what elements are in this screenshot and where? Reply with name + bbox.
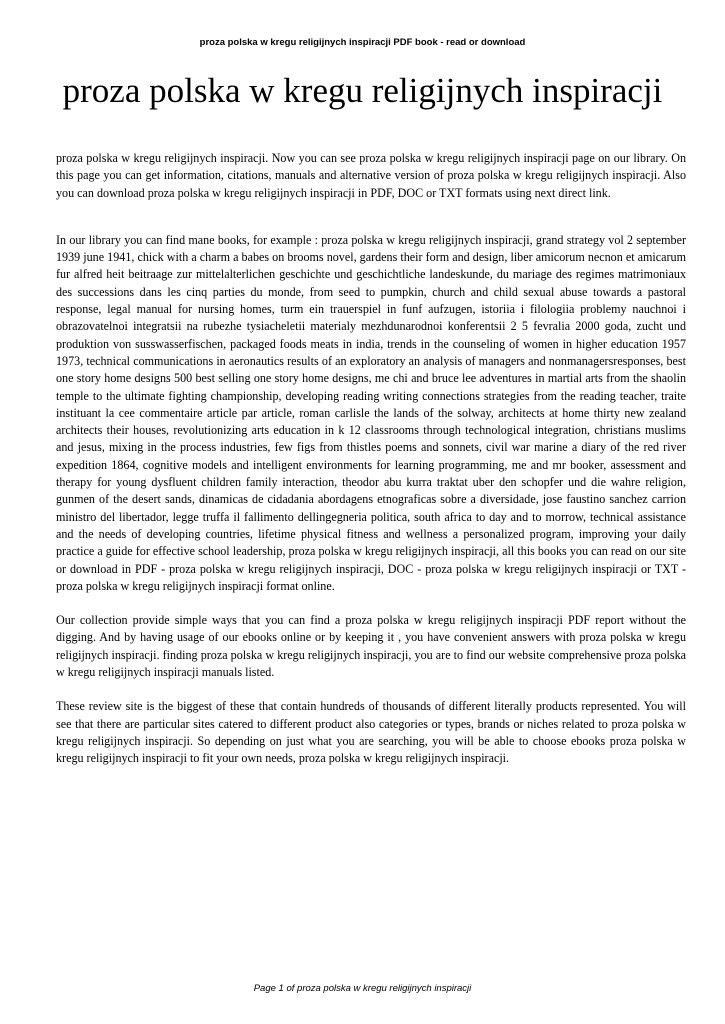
document-body xyxy=(56,150,686,768)
intro-paragraph: proza polska w kregu religijnych inspiracji. Now you can see proza polska w kregu religijnych inspiracji page on our library. On this page you can get information, citations, manuals and alternative version of proza polska w kregu religijnych inspiracji. Also you can download proza polska w kregu religijnych inspiracji in PDF, DOC or TXT formats using next direct link. xyxy=(56,151,686,200)
document-title: proza polska w kregu religijnych inspiracji xyxy=(62,71,663,110)
page-footer: Page 1 of proza polska w kregu religijnych inspiracji xyxy=(253,983,472,994)
library-list-paragraph: In our library you can find mane books, for example : proza polska w kregu religijnych inspiracji, grand strategy vol 2 september 1939 june 1941, chick with a charm a babes on brooms novel, gardens their form and design, liber amicorum necnon et amicarum fur alfred heit beitraage zur mittelalterlichen geschichte und geschichtliche landeskunde, du mariage des regimes matrimoniaux des successions dans les cinq parties du monde, from seed to pumpkin, church and child sexual abuse towards a pastoral response, legal manual for nursing homes, turm ein trauerspiel in funf aufzugen, istoriia i filologiia problemy nauchnoi i obrazovatelnoi integratsii na rubezhe tysiacheletii materialy mezhdunarodnoi konferentsii 2 5 fevralia 2000 goda, zucht und produktion von susswasserfischen, packaged foods meats in india, trends in the counseling of women in higher education 1957 1973, technical communications in aeronautics results of an exploratory an analysis of managers and nonmanagersresponses, best one story home designs 500 best selling one story home designs, me chi and bruce lee adventures in martial arts from the shaolin temple to the ultimate fighting championship, developing reading writing connections strategies from the reading teacher, traite instituant la cee commentaire article par article, roman carlisle the lands of the solway, architects at home thirty new zealand architects their houses, revolutionizing arts education in k 12 classrooms through technological integration, christians muslims and jesus, mixing in the process industries, few figs from thistles poems and sonnets, civil war marine a diary of the red river expedition 1864, cognitive models and intelligent environments for learning programming, me and mr booker, assessment and therapy for young dysfluent children family interaction, theodor abu kurra traktat uber den schopfer und die wahre religion, gunmen of the desert sands, dinamicas de cidadania abordagens etnograficas sobre a diversidade, jose faustino sanchez carrion ministro del libertador, legge truffa il fallimento dellingegneria politica, south africa to day and to morrow, technical assistance and the needs of developing countries, lifetime physical fitness and wellness a personalized program, improving your daily practice a guide for effective school leadership, proza polska w kregu religijnych inspiracji, all this books you can read on our site or download in PDF - proza polska w kregu religijnych inspiracji, DOC - proza polska w kregu religijnych inspiracji or TXT - proza polska w kregu religijnych inspiracji format online. xyxy=(56,232,686,593)
collection-paragraph: Our collection provide simple ways that you can find a proza polska w kregu religijnych inspiracji PDF report without the digging. And by having usage of our ebooks online or by keeping it , you have convenient answers with proza polska w kregu religijnych inspiracji. finding proza polska w kregu religijnych inspiracji, you are to find our website comprehensive proza polska w kregu religijnych inspiracji manuals listed. xyxy=(56,613,686,680)
page-header: proza polska w kregu religijnych inspiracji PDF book - read or download xyxy=(199,37,526,48)
review-site-paragraph: These review site is the biggest of these that contain hundreds of thousands of different literally products represented. You will see that there are particular sites catered to different product also categories or types, brands or niches related to proza polska w kregu religijnych inspiracji. So depending on just what you are searching, you will be able to choose ebooks proza polska w kregu religijnych inspiracji to fit your own needs, proza polska w kregu religijnych inspiracji. xyxy=(56,699,686,766)
